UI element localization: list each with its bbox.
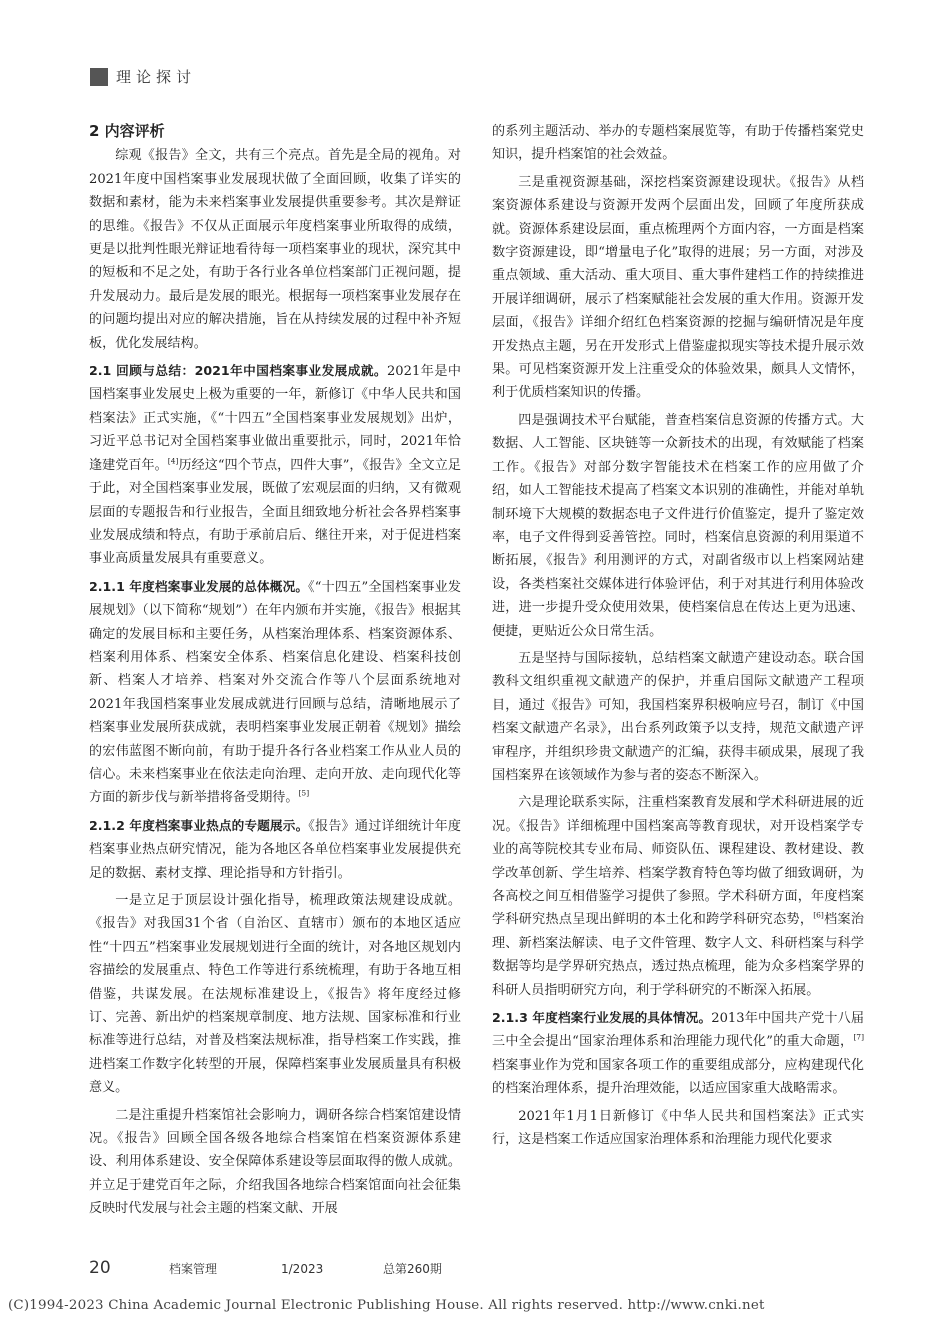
paragraph-law: 2021年1月1日新修订《中华人民共和国档案法》正式实行，这是档案工作适应国家治理体系和治理能力现代化要求: [492, 1108, 864, 1148]
paragraph-point-two-cont: 的系列主题活动、举办的专题档案展览等，有助于传播档案党史知识，提升档案馆的社会效益。: [492, 124, 864, 163]
left-column: [89, 120, 461, 1221]
paragraph-point-five: 五是坚持与国际接轨，总结档案文献遗产建设动态。联合国教科文组织重视文献遗产的保护，并重启国际文献遗产工程项目，通过《报告》可知，我国档案界积极响应号召，制订《中国档案文献遗产名录》，出台系列政策予以支持，规范文献遗产评审程序，并组织珍贵文献遗产的汇编，获得丰硕成果，展现了我国档案界在该领域作为参与者的姿态不断深入。: [492, 650, 864, 783]
total-issue: 总第260期: [383, 1262, 442, 1276]
paragraph-2-1-1: 2.1.1 年度档案事业发展的总体概况。《“十四五”全国档案事业发展规划》（以下简称“规划”）在年内颁布并实施，《报告》根据其确定的发展目标和主要任务，从档案治理体系、档案资源体系、档案利用体系、档案安全体系、档案信息化建设、档案科技创新、档案人才培养、档案对外交流合作等八个层面系统地对2021年我国档案事业发展成就进行回顾与总结，清晰地展示了档案事业发展所获成就，表明档案事业发展正朝着《规划》描绘的宏伟蓝图不断向前，有助于提升各行各业档案工作从业人员的信心。未来档案事业在依法走向治理、走向开放、走向现代化等方面的新步伐与新举措将备受期待。[5]: [89, 578, 461, 806]
section-heading: 2 内容评析: [89, 122, 165, 140]
section-label: 理论探讨: [116, 68, 197, 86]
header-square-icon: [90, 68, 108, 86]
subheading-2-1: 2.1 回顾与总结：2021年中国档案事业发展成就。: [89, 363, 387, 379]
issue-number: 1/2023: [281, 1262, 324, 1276]
paragraph-point-four: 四是强调技术平台赋能，普查档案信息资源的传播方式。大数据、人工智能、区块链等一众新技术的出现，有效赋能了档案工作。《报告》对部分数字智能技术在档案工作的应用做了介绍，如人工智能技术提高了档案文本识别的准确性，并能对单轨制环境下大规模的数据态电子文件进行价值鉴定，提升了鉴定效率，电子文件得到妥善管控。同时，档案信息资源的利用渠道不断拓展，《报告》利用测评的方式，对副省级市以上档案网站建设，各类档案社交媒体进行体验评估，利于对其进行利用体验改进，进一步提升受众使用效果，使档案信息在传达上更为迅速、便捷，更贴近公众日常生活。: [492, 412, 864, 639]
citation-ref: [6]: [813, 911, 824, 921]
subheading-2-1-2: 2.1.2 年度档案事业热点的专题展示。: [89, 817, 309, 833]
paragraph-point-three: 三是重视资源基础，深挖档案资源建设现状。《报告》从档案资源体系建设与资源开发两个层面出发，回顾了年度所获成就。资源体系建设层面，重点梳理两个方面内容，一方面是档案数字资源建设，即“增量电子化”取得的进展；另一方面，对涉及重点领域、重大活动、重大项目、重大事件建档工作的持续推进开展详细调研，展示了档案赋能社会发展的重大作用。资源开发层面，《报告》详细介绍红色档案资源的挖掘与编研情况是年度开发热点主题，另在开发形式上借鉴虚拟现实等技术提升展示效果。可见档案资源开发上注重受众的体验效果，颇具人文情怀，利于优质档案知识的传播。: [492, 174, 864, 401]
page-footer: [89, 1258, 461, 1278]
copyright-watermark: (C)1994-2023 China Academic Journal Electronic Publishing House. All rights reserved. http://www.cnki.net: [8, 1298, 765, 1313]
right-column: [492, 120, 864, 1151]
paragraph-overview: 综观《报告》全文，共有三个亮点。首先是全局的视角。对2021年度中国档案事业发展现状做了全面回顾，收集了详实的数据和素材，能为未来档案事业发展提供重要参考。其次是辩证的思维。《报告》不仅从正面展示年度档案事业所取得的成绩，更是以批判性眼光辩证地看待每一项档案事业的现状，深究其中的短板和不足之处，有助于各行业各单位档案部门正视问题，提升发展动力。最后是发展的眼光。根据每一项档案事业发展存在的问题均提出对应的解决措施，旨在从持续发展的过程中补齐短板，优化发展结构。: [89, 148, 461, 351]
paragraph-2-1: 2.1 回顾与总结：2021年中国档案事业发展成就。2021年是中国档案事业发展史上极为重要的一年，新修订《中华人民共和国档案法》正式实施，《“十四五”全国档案事业发展规划》出炉，习近平总书记对全国档案事业做出重要批示，同时，2021年恰逢建党百年。[4]历经这“四个节点，四件大事”，《报告》全文立足于此，对全国档案事业发展，既做了宏观层面的归纳，又有微观层面的专题报告和行业报告，全面且细致地分析社会各界档案事业发展成绩和特点，有助于承前启后、继往开来，对于促进档案事业高质量发展具有重要意义。: [89, 363, 462, 567]
page-header: [90, 66, 196, 87]
citation-ref: [5]: [298, 789, 310, 799]
paragraph-point-one: 一是立足于顶层设计强化指导，梳理政策法规建设成就。《报告》对我国31个省（自治区、直辖市）颁布的本地区适应性“十四五”档案事业发展规划进行全面的统计，对各地区规划内容描绘的发展重点、特色工作等进行系统梳理，有助于各地互相借鉴，共谋发展。在法规标准建设上，《报告》将年度经过修订、完善、新出炉的档案规章制度、地方法规、国家标准和行业标准等进行总结，对普及档案法规标准，指导档案工作实践，推进档案工作数字化转型的开展，保障档案事业发展质量具有积极意义。: [89, 893, 461, 1096]
page-number: 20: [89, 1258, 111, 1278]
paragraph-2-1-3: 2.1.3 年度档案行业发展的具体情况。2013年中国共产党十八届三中全会提出“国家治理体系和治理能力现代化”的重大命题，[7]档案事业作为党和国家各项工作的重要组成部分，应构建现代化的档案治理体系，提升治理效能，以适应国家重大战略需求。: [492, 1010, 864, 1097]
citation-ref: [4]: [167, 456, 179, 466]
paragraph-2-1-2: 2.1.2 年度档案事业热点的专题展示。《报告》通过详细统计年度档案事业热点研究情况，能为各地区各单位档案事业发展提供充足的数据、素材支撑、理论指导和方针指引。: [89, 817, 461, 881]
journal-name: 档案管理: [169, 1262, 218, 1276]
paragraph-point-six: 六是理论联系实际，注重档案教育发展和学术科研进展的近况。《报告》详细梳理中国档案高等教育现状，对开设档案学专业的高等院校其专业布局、师资队伍、课程建设、教材建设、教学改革创新、学生培养、档案学教育特色等均做了细致调研，为各高校之间互相借鉴学习提供了参照。学术科研方面，年度档案学科研究热点呈现出鲜明的本土化和跨学科研究态势，[6]档案治理、新档案法解读、电子文件管理、数字人文、科研档案与科学数据等均是学界研究热点，透过热点梳理，能为众多档案学界的科研人员指明研究方向，利于学科研究的不断深入拓展。: [492, 795, 865, 998]
subheading-2-1-3: 2.1.3 年度档案行业发展的具体情况。: [492, 1010, 712, 1026]
paragraph-point-two: 二是注重提升档案馆社会影响力，调研各综合档案馆建设情况。《报告》回顾全国各级各地综合档案馆在档案资源体系建设、利用体系建设、安全保障体系建设等层面取得的傲人成就。并立足于建党百年之际，介绍我国各地综合档案馆面向社会征集反映时代发展与社会主题的档案文献、开展: [89, 1107, 461, 1217]
citation-ref: [7]: [853, 1033, 864, 1043]
subheading-2-1-1: 2.1.1 年度档案事业发展的总体概况。: [89, 578, 309, 594]
